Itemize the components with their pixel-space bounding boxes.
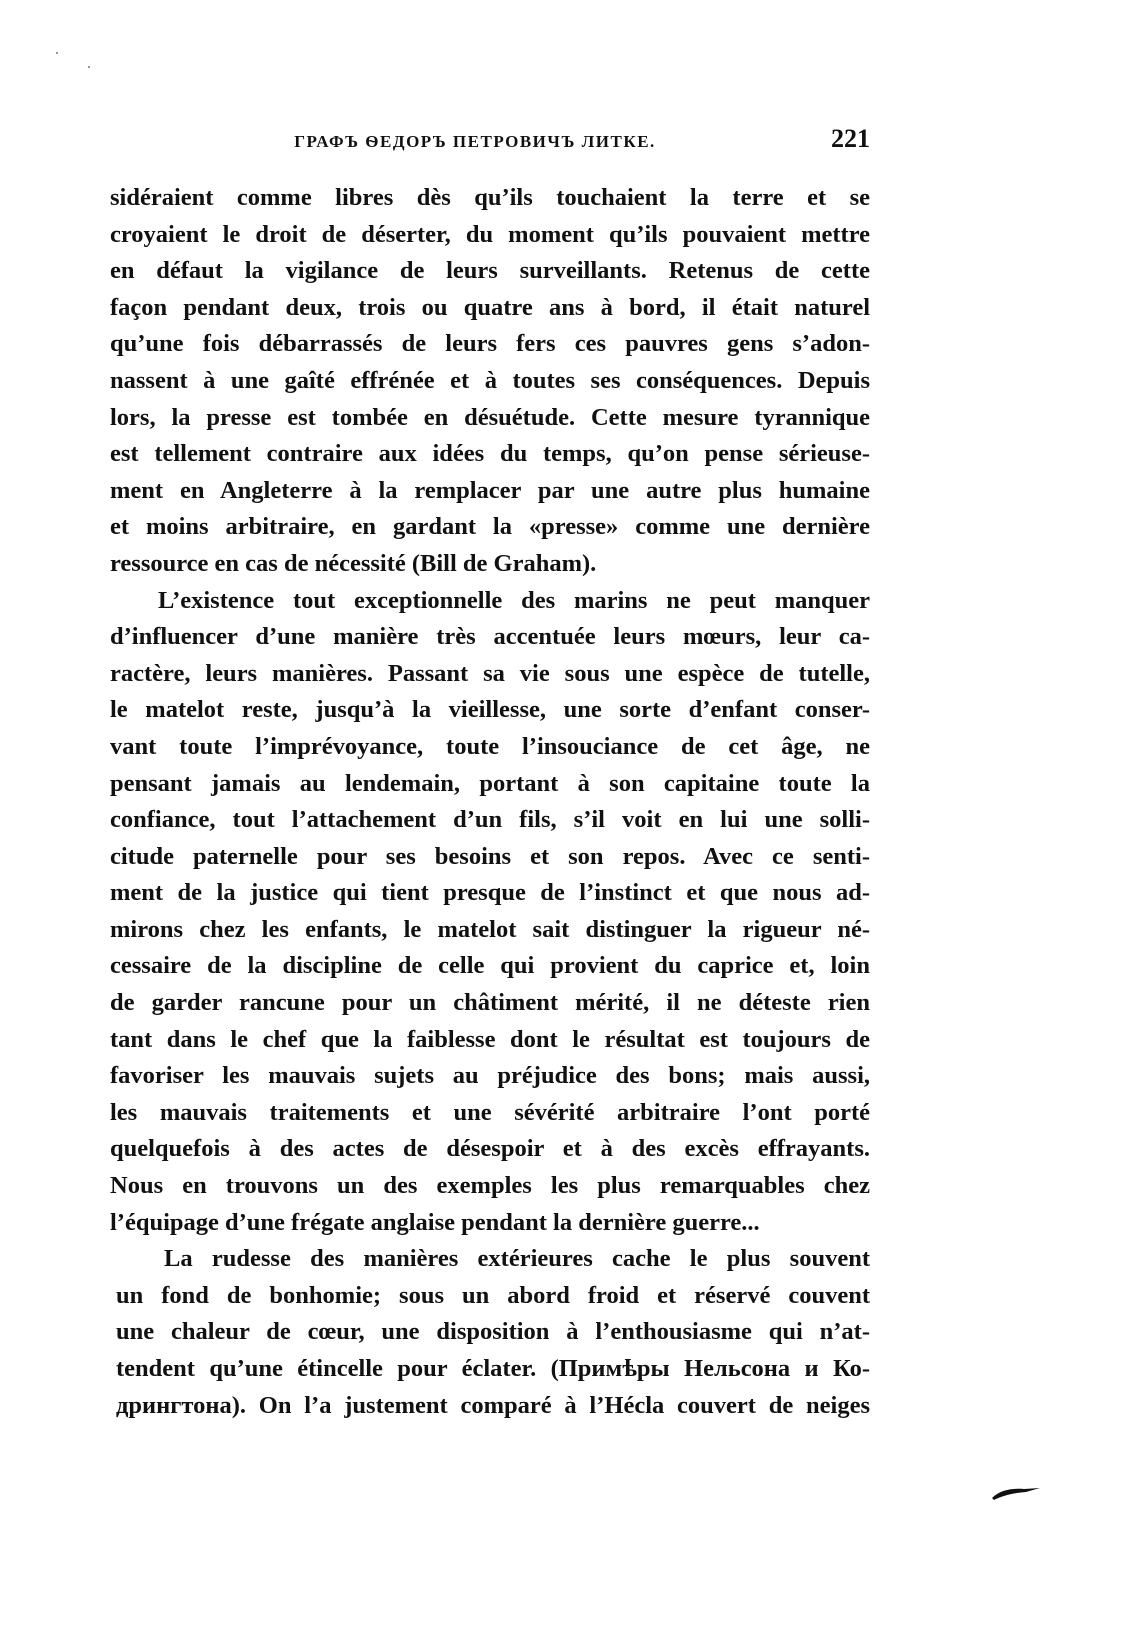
paragraph — [110, 180, 870, 583]
text-line: de garder rancune pour un châtiment mérité, il ne déteste rien — [110, 989, 870, 1017]
text-line: est tellement contraire aux idées du temps, qu’on pense sérieuse- — [110, 440, 870, 468]
text-line: ment de la justice qui tient presque de l’instinct et que nous ad- — [110, 879, 870, 907]
text-line: un fond de bonhomie; sous un abord froid et réservé couvent — [116, 1281, 870, 1309]
text-line: lors, la presse est tombée en désuétude. Cette mesure tyrannique — [110, 403, 870, 431]
text-line: d’influencer d’une manière très accentuée leurs mœurs, leur ca- — [110, 623, 870, 651]
text-line: vant toute l’imprévoyance, toute l’insouciance de cet âge, ne — [110, 732, 870, 760]
text-line: nassent à une gaîté effrénée et à toutes ses conséquences. Depuis — [110, 366, 870, 394]
text-line: tant dans le chef que la faiblesse dont le résultat est toujours de — [110, 1025, 870, 1053]
text-line: favoriser les mauvais sujets au préjudice des bons; mais aussi, — [110, 1062, 870, 1090]
text-line: cessaire de la discipline de celle qui provient du caprice et, loin — [110, 952, 870, 980]
text-line: La rudesse des manières extérieures cache le plus souvent — [164, 1245, 870, 1273]
ink-smudge-mark — [990, 1486, 1042, 1500]
scan-speck — [88, 66, 90, 68]
text-line: une chaleur de cœur, une disposition à l’enthousiasme qui n’at- — [116, 1318, 870, 1346]
page-body — [110, 180, 870, 1424]
text-line: en défaut la vigilance de leurs surveillants. Retenus de cette — [110, 257, 870, 285]
paragraph — [110, 583, 870, 1242]
text-line: ractère, leurs manières. Passant sa vie sous une espèce de tutelle, — [110, 659, 870, 687]
text-line: quelquefois à des actes de désespoir et à des excès effrayants. — [110, 1135, 870, 1163]
text-line: façon pendant deux, trois ou quatre ans à bord, il était naturel — [110, 293, 870, 321]
paragraph — [116, 1241, 870, 1424]
text-line: les mauvais traitements et une sévérité arbitraire l’ont porté — [110, 1098, 870, 1126]
text-line: citude paternelle pour ses besoins et son repos. Avec ce senti- — [110, 842, 870, 870]
text-line: et moins arbitraire, en gardant la «presse» comme une dernière — [110, 513, 870, 541]
text-line: ment en Angleterre à la remplacer par une autre plus humaine — [110, 476, 870, 504]
text-line: le matelot reste, jusqu’à la vieillesse, une sorte d’enfant conser- — [110, 696, 870, 724]
text-line: confiance, tout l’attachement d’un fils, s’il voit en lui une solli- — [110, 806, 870, 834]
page-number: 221 — [831, 124, 870, 153]
text-line: tendent qu’une étincelle pour éclater. (Примѣры Нельсона и Ко- — [116, 1355, 870, 1382]
text-line: Nous en trouvons un des exemples les plus remarquables chez — [110, 1172, 870, 1200]
running-header — [110, 124, 870, 154]
running-title: ГРАФЪ ѲЕДОРЪ ПЕТРОВИЧЪ ЛИТКЕ. — [294, 132, 656, 151]
scan-speck — [56, 52, 58, 54]
text-line: дрингтона). On l’a justement comparé à l’Hécla couvert de neiges — [116, 1391, 870, 1419]
text-line: croyaient le droit de déserter, du moment qu’ils pouvaient mettre — [110, 220, 870, 248]
text-line: qu’une fois débarrassés de leurs fers ces pauvres gens s’adon- — [110, 330, 870, 358]
text-line: sidéraient comme libres dès qu’ils touchaient la terre et se — [110, 184, 870, 211]
text-line: l’équipage d’une frégate anglaise pendant la dernière guerre... — [110, 1208, 760, 1236]
text-line: L’existence tout exceptionnelle des marins ne peut manquer — [158, 586, 870, 614]
text-line: pensant jamais au lendemain, portant à son capitaine toute la — [110, 769, 870, 797]
text-line: ressource en cas de nécessité (Bill de Graham). — [110, 549, 597, 577]
text-line: mirons chez les enfants, le matelot sait distinguer la rigueur né- — [110, 915, 870, 943]
